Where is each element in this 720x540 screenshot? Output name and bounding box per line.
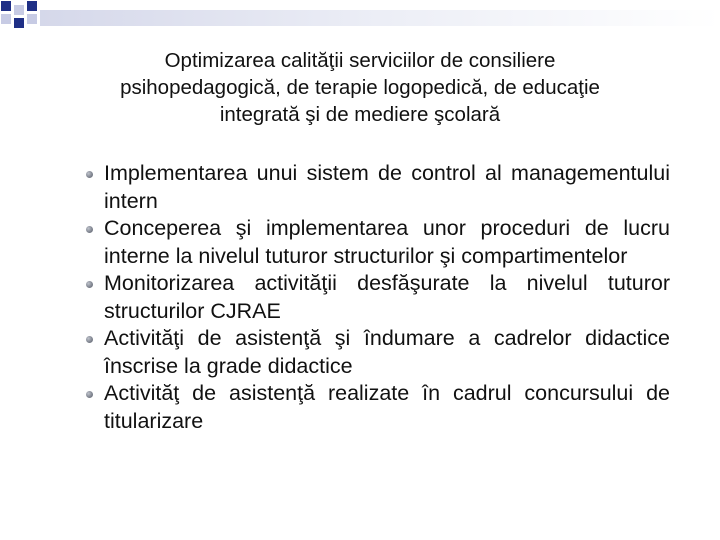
bullet-item (104, 325, 670, 380)
deco-square-dark-2 (27, 1, 37, 11)
header-bar (40, 10, 720, 26)
bullet-text: Monitorizarea activităţii desfăşurate la nivelul tuturor structurilor CJRAE (104, 271, 670, 323)
bullet-dot-icon (86, 336, 93, 343)
bullet-item (104, 270, 670, 325)
header-decoration (0, 0, 720, 40)
bullet-text: Conceperea şi implementarea unor proceduri de lucru interne la nivelul tuturor structurilor şi compartimentelor (104, 216, 670, 268)
bullet-text: Activităţi de asistenţă şi îndumare a cadrelor didactice înscrise la grade didactice (104, 326, 670, 378)
bullet-text: Implementarea unui sistem de control al managementului intern (104, 161, 670, 213)
deco-square-dark-1 (1, 1, 11, 11)
bullet-item (104, 160, 670, 215)
bullet-list (104, 160, 670, 435)
deco-square-light-1 (14, 5, 24, 15)
bullet-item (104, 380, 670, 435)
bullet-dot-icon (86, 391, 93, 398)
bullet-dot-icon (86, 226, 93, 233)
slide-title: Optimizarea calităţii serviciilor de consiliere psihopedagogică, de terapie logopedică, de educaţie integrată şi de mediere şcolară (120, 49, 600, 126)
bullet-text: Activităţ de asistenţă realizate în cadrul concursului de titularizare (104, 381, 670, 433)
deco-square-light-3 (27, 14, 37, 24)
bullet-dot-icon (86, 281, 93, 288)
bullet-dot-icon (86, 171, 93, 178)
deco-square-dark-3 (14, 18, 24, 28)
bullet-item (104, 215, 670, 270)
deco-square-light-2 (1, 14, 11, 24)
